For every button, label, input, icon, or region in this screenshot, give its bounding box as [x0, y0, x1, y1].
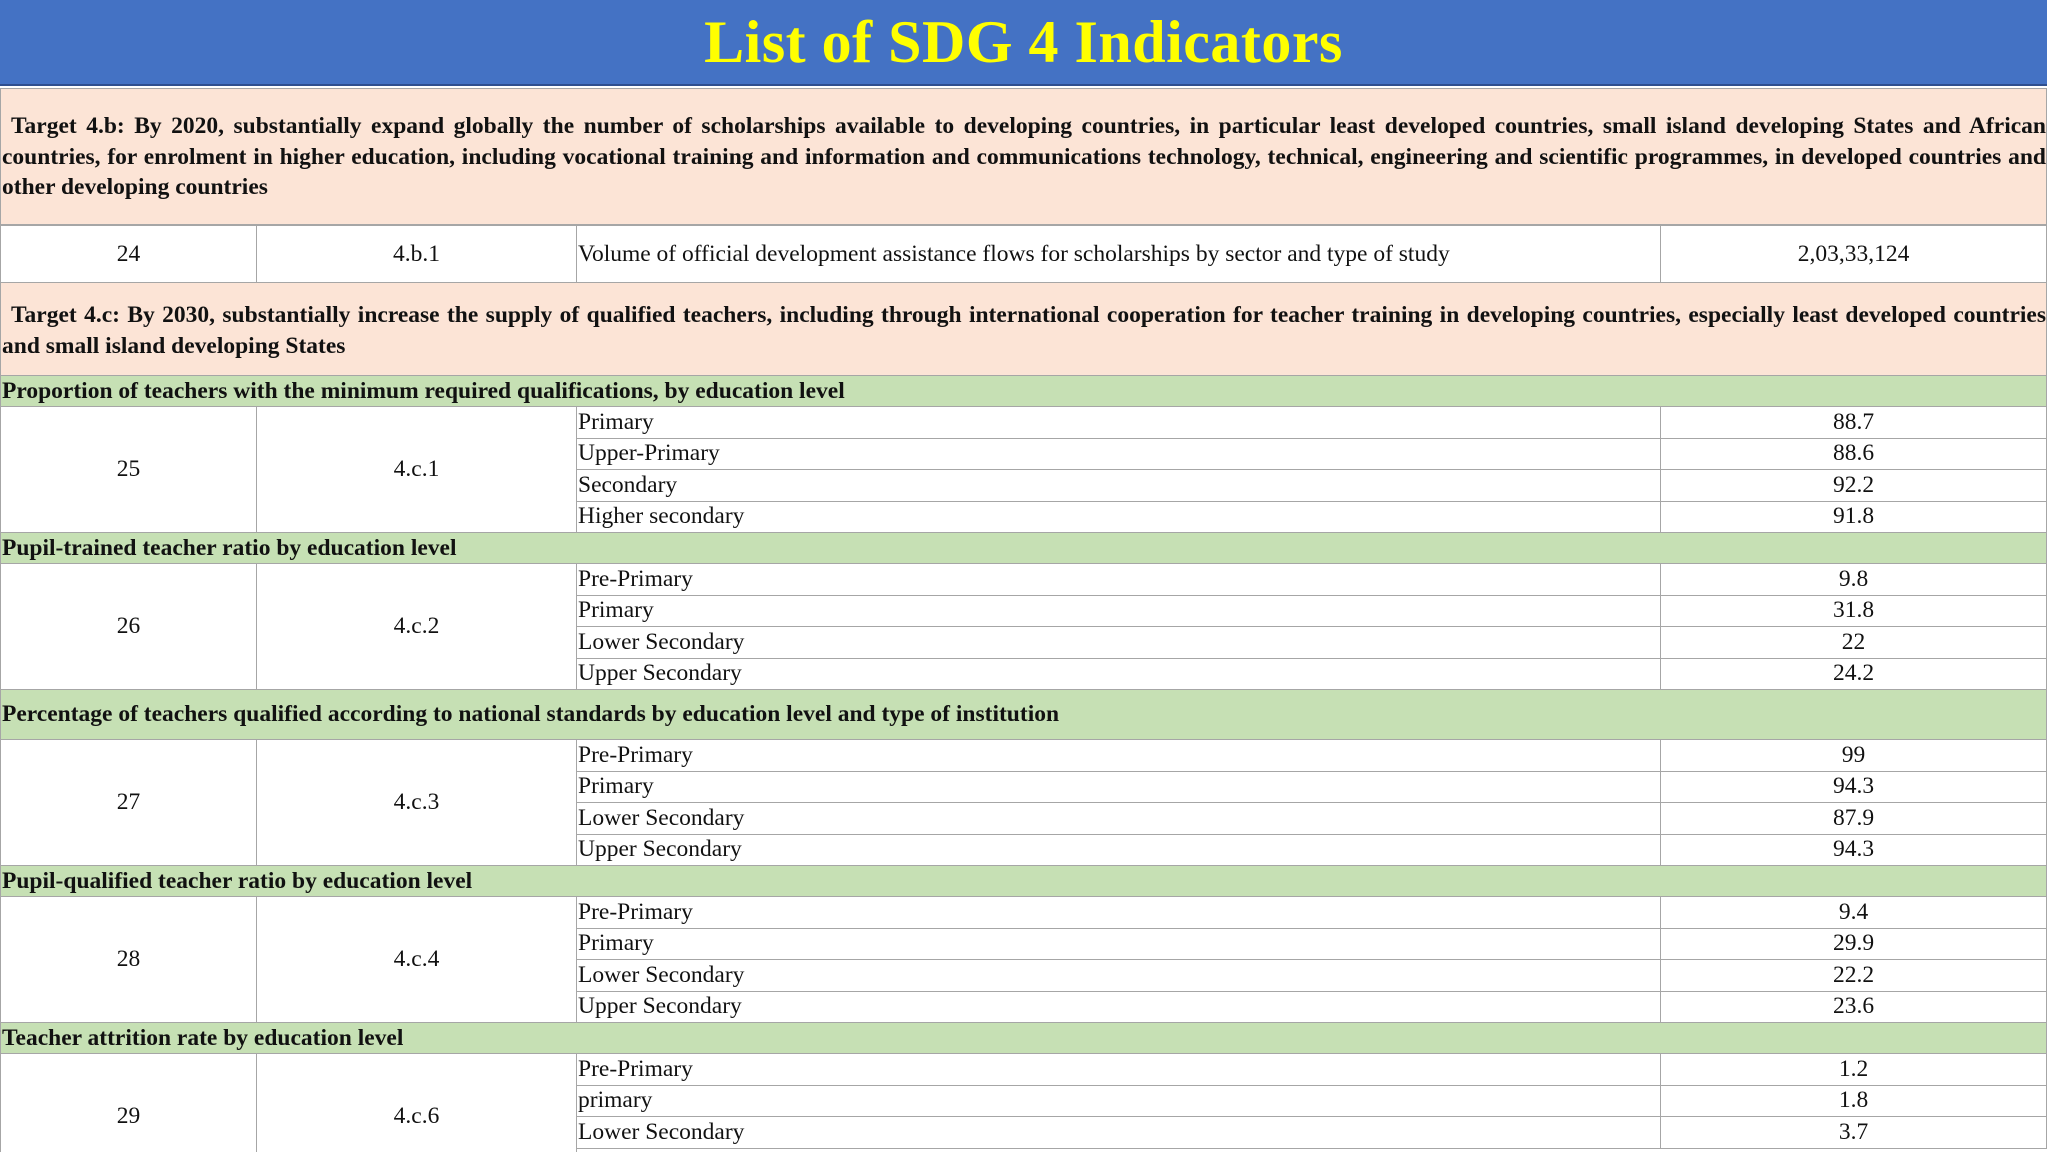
indicator-value: 94.3: [1832, 773, 1875, 800]
indicator-code-cell[interactable]: [256, 406, 577, 533]
indicator-value-cell[interactable]: [1660, 626, 2047, 659]
indicator-code-cell[interactable]: [256, 739, 577, 866]
indicator-value: 87.9: [1832, 804, 1875, 831]
row-24-description-cell[interactable]: [576, 225, 1661, 283]
education-level: Upper-Primary: [578, 440, 720, 467]
education-level: Pre-Primary: [578, 1055, 693, 1082]
indicator-value-cell[interactable]: [1660, 959, 2047, 992]
indicator-sno-cell[interactable]: [0, 896, 257, 1023]
education-level-cell[interactable]: [576, 626, 1661, 659]
education-level-cell[interactable]: [576, 1116, 1661, 1149]
indicator-heading-text: Percentage of teachers qualified according to national standards by education level and type of institution: [2, 701, 1060, 727]
indicator-heading-28[interactable]: [0, 865, 2047, 897]
education-level-cell[interactable]: [576, 739, 1661, 772]
indicator-code: 4.c.3: [393, 789, 440, 815]
indicator-value: 23.6: [1832, 993, 1875, 1020]
indicator-value: 92.2: [1832, 471, 1875, 498]
indicator-value-cell[interactable]: [1660, 739, 2047, 772]
target-4c-cell[interactable]: [0, 282, 2047, 376]
indicator-value-cell[interactable]: [1660, 469, 2047, 502]
indicator-heading-29[interactable]: [0, 1022, 2047, 1054]
indicator-sno-cell[interactable]: [0, 563, 257, 690]
row-24-description: Volume of official development assistance flows for scholarships by sector and type of study: [578, 240, 1450, 267]
indicator-value: 22.2: [1832, 961, 1875, 988]
indicator-code: 4.c.4: [393, 946, 440, 972]
indicator-heading-27[interactable]: [0, 689, 2047, 740]
education-level-cell[interactable]: [576, 406, 1661, 439]
row-24-value: 2,03,33,124: [1797, 240, 1910, 267]
education-level-cell[interactable]: [576, 1085, 1661, 1118]
indicator-value-cell[interactable]: [1660, 896, 2047, 929]
education-level: Upper Secondary: [578, 660, 742, 687]
education-level: Upper Secondary: [578, 993, 742, 1020]
indicator-sno-cell[interactable]: [0, 406, 257, 533]
indicator-value: 22: [1841, 628, 1866, 655]
education-level-cell[interactable]: [576, 959, 1661, 992]
education-level-cell[interactable]: [576, 928, 1661, 961]
education-level: Secondary: [578, 471, 678, 498]
indicator-sno: 27: [116, 789, 141, 815]
indicator-code: 4.c.6: [393, 1103, 440, 1129]
indicator-value: 94.3: [1832, 836, 1875, 863]
indicator-value: 1.2: [1838, 1055, 1869, 1082]
education-level: Lower Secondary: [578, 804, 745, 831]
indicator-heading-25[interactable]: [0, 375, 2047, 407]
education-level-cell[interactable]: [576, 658, 1661, 691]
row-24-code-cell[interactable]: [256, 225, 577, 283]
indicator-value: 24.2: [1832, 660, 1875, 687]
education-level-cell[interactable]: [576, 563, 1661, 596]
indicator-value-cell[interactable]: [1660, 834, 2047, 867]
indicator-code-cell[interactable]: [256, 1053, 577, 1152]
indicator-value-cell[interactable]: [1660, 595, 2047, 628]
target-4c-text: Target 4.c: By 2030, substantially increase the supply of qualified teachers, including through international cooperation for teacher training in developing countries, especially least developed countries and small island developing States: [2, 302, 2046, 359]
indicator-value-cell[interactable]: [1660, 802, 2047, 835]
education-level-cell[interactable]: [576, 1053, 1661, 1086]
indicator-value-cell[interactable]: [1660, 991, 2047, 1024]
row-24-value-cell[interactable]: [1660, 225, 2047, 283]
indicator-heading-text: Teacher attrition rate by education level: [2, 1024, 404, 1051]
education-level: Pre-Primary: [578, 565, 693, 592]
indicator-value-cell[interactable]: [1660, 438, 2047, 471]
indicator-code: 4.c.1: [393, 456, 440, 482]
education-level: primary: [578, 1087, 653, 1114]
indicator-code-cell[interactable]: [256, 563, 577, 690]
indicator-value: 91.8: [1832, 503, 1875, 530]
education-level-cell[interactable]: [576, 834, 1661, 867]
indicator-value: 9.4: [1838, 898, 1869, 925]
indicator-value-cell[interactable]: [1660, 1085, 2047, 1118]
indicator-sno-cell[interactable]: [0, 1053, 257, 1152]
education-level: Pre-Primary: [578, 741, 693, 768]
indicator-value-cell[interactable]: [1660, 771, 2047, 804]
education-level-cell[interactable]: [576, 802, 1661, 835]
indicator-value: 29.9: [1832, 930, 1875, 957]
indicator-heading-text: Pupil-qualified teacher ratio by education level: [2, 867, 473, 894]
education-level: Pre-Primary: [578, 898, 693, 925]
education-level-cell[interactable]: [576, 438, 1661, 471]
education-level: Lower Secondary: [578, 628, 745, 655]
education-level: Upper Secondary: [578, 836, 742, 863]
education-level-cell[interactable]: [576, 991, 1661, 1024]
education-level: Higher secondary: [578, 503, 745, 530]
education-level-cell[interactable]: [576, 896, 1661, 929]
row-24-sno-cell[interactable]: [0, 225, 257, 283]
indicator-code: 4.c.2: [393, 613, 440, 639]
indicator-value-cell[interactable]: [1660, 1116, 2047, 1149]
indicator-sno: 28: [116, 946, 141, 972]
indicator-value: 31.8: [1832, 597, 1875, 624]
indicator-value: 88.6: [1832, 440, 1875, 467]
education-level: Lower Secondary: [578, 961, 745, 988]
indicator-heading-26[interactable]: [0, 532, 2047, 564]
sheet-title: List of SDG 4 Indicators: [704, 8, 1343, 75]
indicator-value: 1.8: [1838, 1087, 1869, 1114]
indicator-sno-cell[interactable]: [0, 739, 257, 866]
indicator-heading-text: Pupil-trained teacher ratio by education level: [2, 534, 457, 561]
indicator-value: 99: [1841, 741, 1866, 768]
indicator-value-cell[interactable]: [1660, 658, 2047, 691]
indicator-heading-text: Proportion of teachers with the minimum required qualifications, by education level: [2, 377, 845, 404]
education-level: Primary: [578, 597, 654, 624]
indicator-sno: 26: [116, 613, 141, 639]
indicator-value-cell[interactable]: [1660, 928, 2047, 961]
indicator-value: 3.7: [1838, 1118, 1869, 1145]
education-level-cell[interactable]: [576, 501, 1661, 534]
indicator-sno: 25: [116, 456, 141, 482]
row-24-sno: 24: [116, 240, 141, 267]
education-level-cell[interactable]: [576, 771, 1661, 804]
target-4b-text: Target 4.b: By 2020, substantially expand globally the number of scholarships available to developing countries, in particular least developed countries, small island developing States and African countries, for enrolment in higher education, including vocational training and information and communications technology, technical, engineering and scientific programmes, in developed countries and other developing countries: [2, 113, 2046, 200]
target-4b-cell[interactable]: [0, 88, 2047, 225]
education-level-cell[interactable]: [576, 469, 1661, 502]
education-level: Primary: [578, 930, 654, 957]
education-level-cell[interactable]: [576, 595, 1661, 628]
indicator-value: 9.8: [1838, 565, 1869, 592]
education-level: Lower Secondary: [578, 1118, 745, 1145]
indicator-sno: 29: [116, 1103, 141, 1129]
indicator-value: 88.7: [1832, 408, 1875, 435]
indicator-code-cell[interactable]: [256, 896, 577, 1023]
indicator-value-cell[interactable]: [1660, 1053, 2047, 1086]
indicator-value-cell[interactable]: [1660, 563, 2047, 596]
row-24-code: 4.b.1: [393, 240, 440, 267]
education-level: Primary: [578, 408, 654, 435]
indicator-value-cell[interactable]: [1660, 406, 2047, 439]
indicator-value-cell[interactable]: [1660, 501, 2047, 534]
title-bar: [0, 0, 2047, 86]
education-level: Primary: [578, 773, 654, 800]
